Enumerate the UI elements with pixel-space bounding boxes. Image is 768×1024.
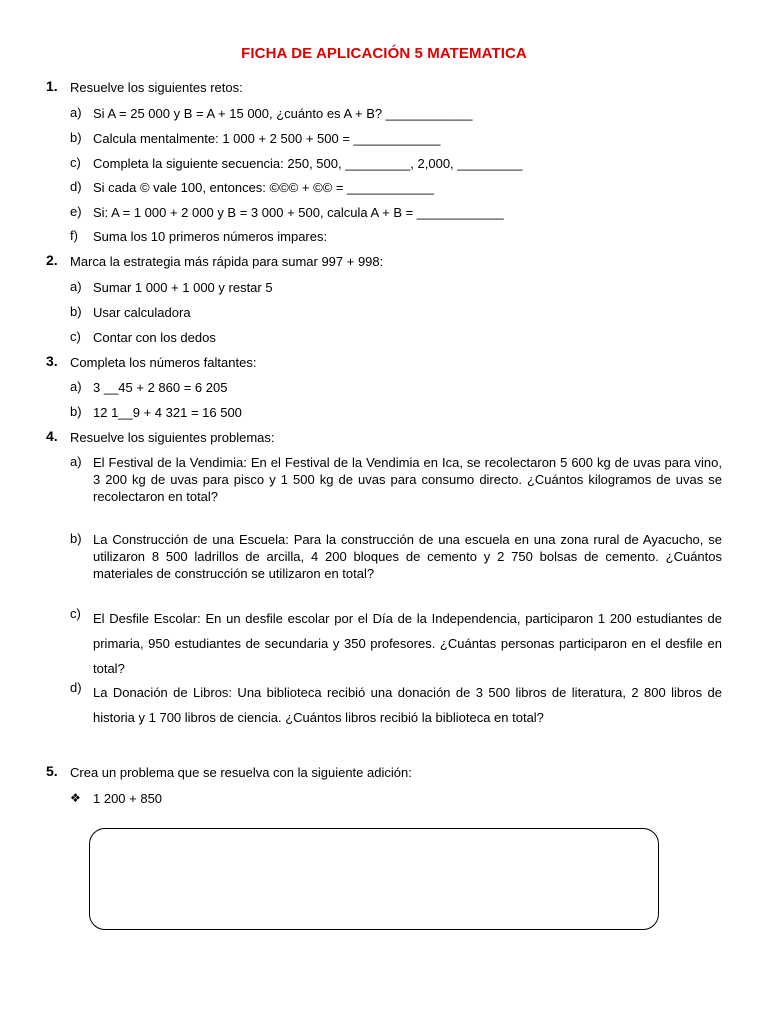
item-text: El Festival de la Vendimia: En el Festival de la Vendimia en Ica, se recolectaron 5 600 kg de uvas para vino, 3 200 kg de uvas para pisco y 1 500 kg de uvas para consumo directo. ¿Cuántos kilogramos de uvas se recolectaron en total?: [93, 455, 722, 504]
item-text: Completa la siguiente secuencia: 250, 500, _________, 2,000, _________: [93, 156, 523, 171]
item-text: Usar calculadora: [93, 305, 191, 320]
diamond-bullet-icon: ❖: [70, 791, 81, 805]
item-text: Sumar 1 000 + 1 000 y restar 5: [93, 280, 273, 295]
question-2-text: Marca la estrategia más rápida para sumar 997 + 998:: [70, 254, 384, 269]
item-label: d): [70, 179, 82, 194]
item-label: b): [70, 531, 82, 546]
item-text: 12 1__9 + 4 321 = 16 500: [93, 405, 242, 420]
item-text: La Donación de Libros: Una biblioteca recibió una donación de 3 500 libros de literatura, 2 800 libros de historia y 1 700 libros de ciencia. ¿Cuántos libros recibió la biblioteca en total?: [93, 685, 722, 725]
item-label: a): [70, 105, 82, 120]
item-text: Si cada © vale 100, entonces: ©©© + ©© = ____________: [93, 180, 434, 195]
question-4-number: 4.: [46, 428, 58, 444]
question-1-number: 1.: [46, 78, 58, 94]
item-text: Contar con los dedos: [93, 330, 216, 345]
item-label: a): [70, 454, 82, 469]
item-label: a): [70, 379, 82, 394]
answer-box[interactable]: [89, 828, 659, 930]
question-4-text: Resuelve los siguientes problemas:: [70, 430, 275, 445]
question-5-text: Crea un problema que se resuelva con la siguiente adición:: [70, 765, 412, 780]
item-label: c): [70, 329, 81, 344]
item-text: 3 __45 + 2 860 = 6 205: [93, 380, 228, 395]
item-text: Calcula mentalmente: 1 000 + 2 500 + 500 = ____________: [93, 131, 441, 146]
item-text: La Construcción de una Escuela: Para la construcción de una escuela en una zona rural de Ayacucho, se utilizaron 8 500 ladrillos de arcilla, 4 200 bloques de cemento y 2 750 bolsas de cemento. ¿Cuántos materiales de construcción se utilizaron en total?: [93, 532, 722, 581]
item-label: f): [70, 228, 78, 243]
item-text: El Desfile Escolar: En un desfile escolar por el Día de la Independencia, participaron 1 200 estudiantes de primaria, 950 estudiantes de secundaria y 350 profesores. ¿Cuántas personas participaron en el desfile en total?: [93, 611, 722, 676]
item-text: Suma los 10 primeros números impares:: [93, 229, 328, 244]
question-3-text: Completa los números faltantes:: [70, 355, 257, 370]
item-label: c): [70, 155, 81, 170]
item-label: c): [70, 606, 81, 621]
question-1-text: Resuelve los siguientes retos:: [70, 80, 243, 95]
item-label: a): [70, 279, 82, 294]
worksheet-title: FICHA DE APLICACIÓN 5 MATEMATICA: [241, 45, 527, 62]
item-text: Si A = 25 000 y B = A + 15 000, ¿cuánto es A + B? ____________: [93, 106, 473, 121]
item-label: b): [70, 304, 82, 319]
item-label: e): [70, 204, 82, 219]
addition-expression: 1 200 + 850: [93, 791, 163, 806]
item-label: b): [70, 404, 82, 419]
item-text: Si: A = 1 000 + 2 000 y B = 3 000 + 500, calcula A + B = ____________: [93, 205, 504, 220]
item-label: b): [70, 130, 82, 145]
question-3-number: 3.: [46, 353, 58, 369]
item-label: d): [70, 680, 82, 695]
question-5-number: 5.: [46, 763, 58, 779]
question-2-number: 2.: [46, 252, 58, 268]
